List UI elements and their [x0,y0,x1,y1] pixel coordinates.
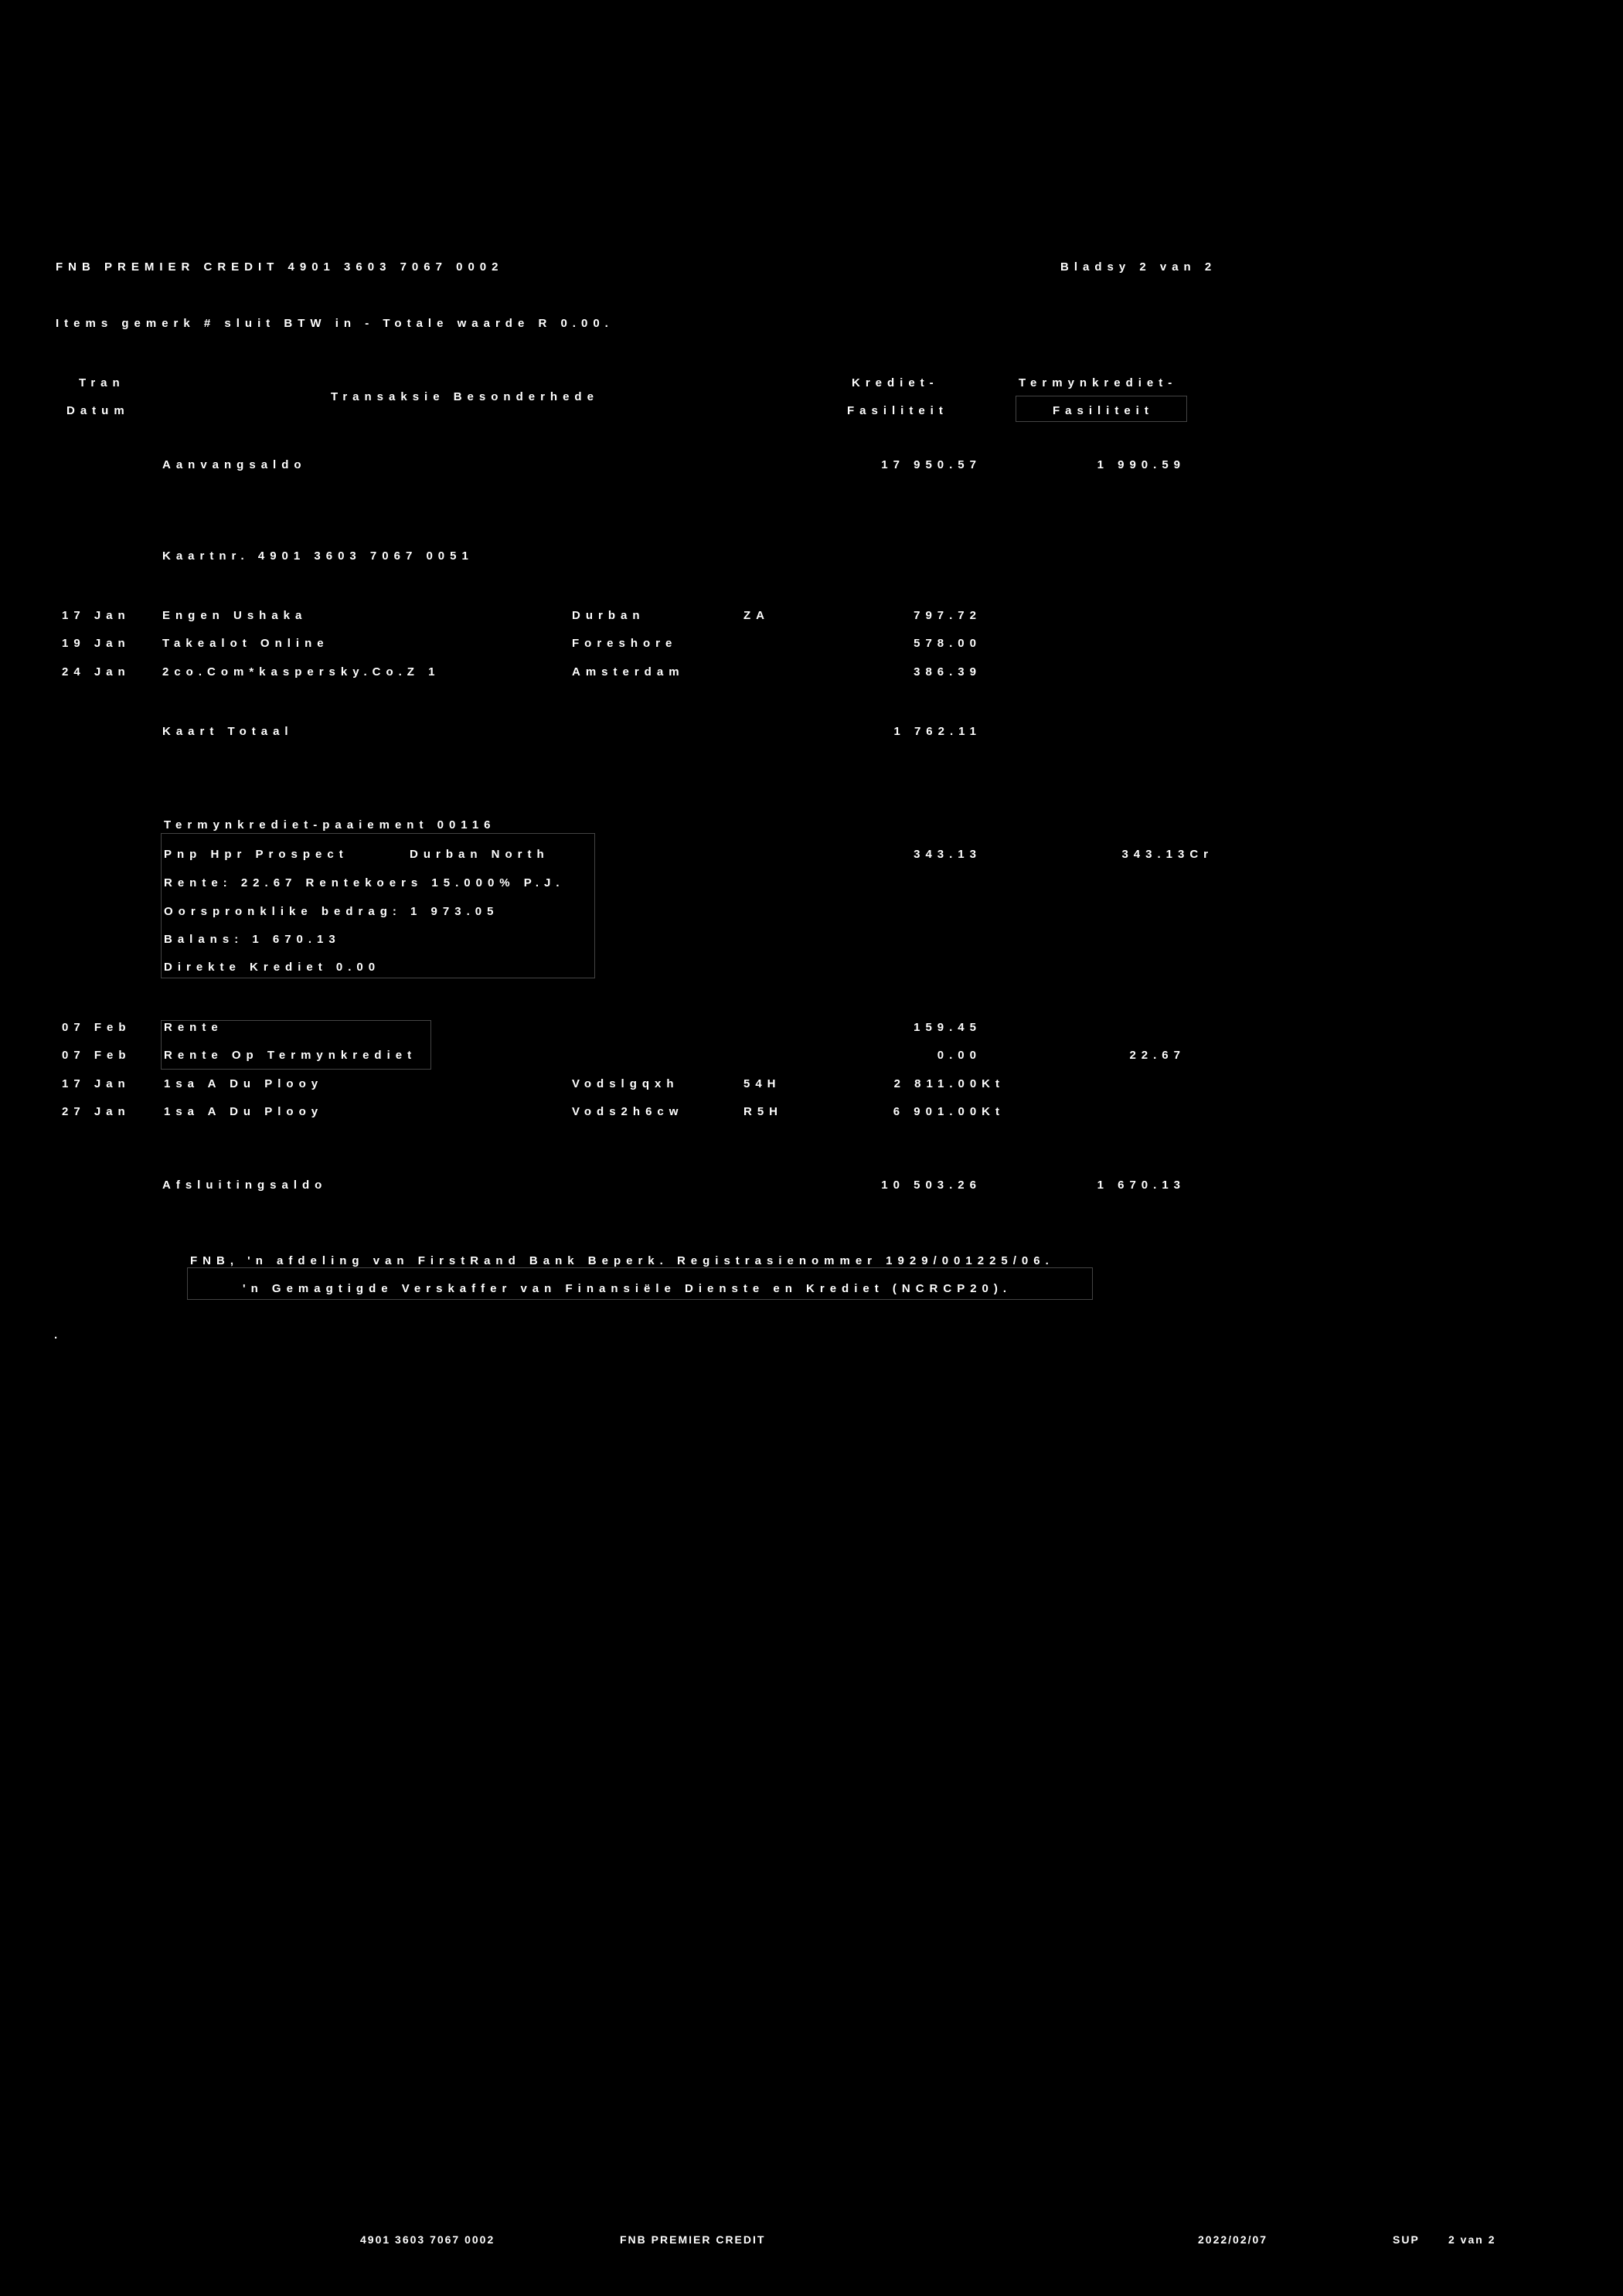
vat-note: Items gemerk # sluit BTW in - Totale waarde R 0.00. [56,317,614,330]
page-indicator: Bladsy 2 van 2 [1060,260,1217,274]
footer-page: 2 van 2 [1448,2233,1496,2246]
transaction-amount: 578.00 [914,637,982,650]
term-payment-balance: Balans: 1 670.13 [164,933,341,946]
term-payment-merchant: Pnp Hpr Prospect [164,848,349,861]
col-header-term-line2: Fasiliteit [1053,404,1154,417]
footer-account: 4901 3603 7067 0002 [360,2233,495,2246]
transaction-amount: 797.72 [914,609,982,622]
transaction-date: 07 Feb [62,1049,131,1062]
trailing-dot: . [54,1328,63,1342]
transaction-date: 07 Feb [62,1021,131,1034]
transaction-country: ZA [743,609,770,622]
transaction-description: Takealot Online [162,637,329,650]
transaction-date: 19 Jan [62,637,131,650]
col-header-datum: Datum [66,404,130,417]
opening-balance-credit: 17 950.57 [881,458,982,471]
transaction-credit: 2 811.00Kt [893,1077,1005,1090]
term-payment-original-amount: Oorspronklike bedrag: 1 973.05 [164,905,499,918]
transaction-place: Vodslgqxh [572,1077,679,1090]
transaction-date: 17 Jan [62,1077,131,1090]
term-header-frame [1016,396,1187,422]
transaction-code: R5H [743,1105,784,1118]
term-payment-term: 343.13Cr [1121,848,1213,861]
term-payment-place: Durban North [410,848,550,861]
transaction-description: 1sa A Du Plooy [164,1105,324,1118]
transaction-description: Engen Ushaka [162,609,308,622]
col-header-credit-line1: Krediet- [852,376,939,389]
col-header-details: Transaksie Besonderhede [331,390,599,403]
term-payment-title: Termynkrediet-paaiement 00116 [164,818,496,832]
opening-balance-term: 1 990.59 [1097,458,1186,471]
transaction-term: 22.67 [1129,1049,1186,1062]
footer-date: 2022/02/07 [1198,2233,1268,2246]
card-number: Kaartnr. 4901 3603 7067 0051 [162,549,474,563]
closing-balance-label: Afsluitingsaldo [162,1179,328,1192]
transaction-description: 2co.Com*kaspersky.Co.Z 1 [162,665,441,679]
term-payment-credit: 343.13 [914,848,982,861]
transaction-amount: 386.39 [914,665,982,679]
col-header-tran: Tran [79,376,125,389]
transaction-description: Rente Op Termynkrediet [164,1049,417,1062]
bank-note-line1: FNB, 'n afdeling van FirstRand Bank Beperk. Registrasienommer 1929/001225/06. [190,1254,1054,1267]
col-header-credit-line2: Fasiliteit [847,404,948,417]
transaction-description: Rente [164,1021,223,1034]
transaction-place: Foreshore [572,637,678,650]
transaction-code: 54H [743,1077,781,1090]
term-payment-direct-credit: Direkte Krediet 0.00 [164,961,381,974]
transaction-credit: 6 901.00Kt [893,1105,1005,1118]
card-total-amount: 1 762.11 [893,725,982,738]
bank-note-line2: 'n Gemagtigde Verskaffer van Finansiële Dienste en Krediet (NCRCP20). [243,1282,1012,1295]
opening-balance-label: Aanvangsaldo [162,458,307,471]
col-header-term-line1: Termynkrediet- [1019,376,1178,389]
transaction-place: Amsterdam [572,665,685,679]
transaction-place: Durban [572,609,645,622]
closing-balance-credit: 10 503.26 [881,1179,982,1192]
footer-code: SUP [1393,2233,1420,2246]
transaction-date: 17 Jan [62,609,131,622]
statement-account-header: FNB PREMIER CREDIT 4901 3603 7067 0002 [56,260,504,274]
transaction-place: Vods2h6cw [572,1105,684,1118]
transaction-description: 1sa A Du Plooy [164,1077,324,1090]
card-total-label: Kaart Totaal [162,725,294,738]
transaction-credit: 0.00 [937,1049,982,1062]
term-payment-interest: Rente: 22.67 Rentekoers 15.000% P.J. [164,876,565,889]
transaction-date: 24 Jan [62,665,131,679]
transaction-date: 27 Jan [62,1105,131,1118]
footer-product: FNB PREMIER CREDIT [620,2233,766,2246]
transaction-credit: 159.45 [914,1021,982,1034]
closing-balance-term: 1 670.13 [1097,1179,1186,1192]
